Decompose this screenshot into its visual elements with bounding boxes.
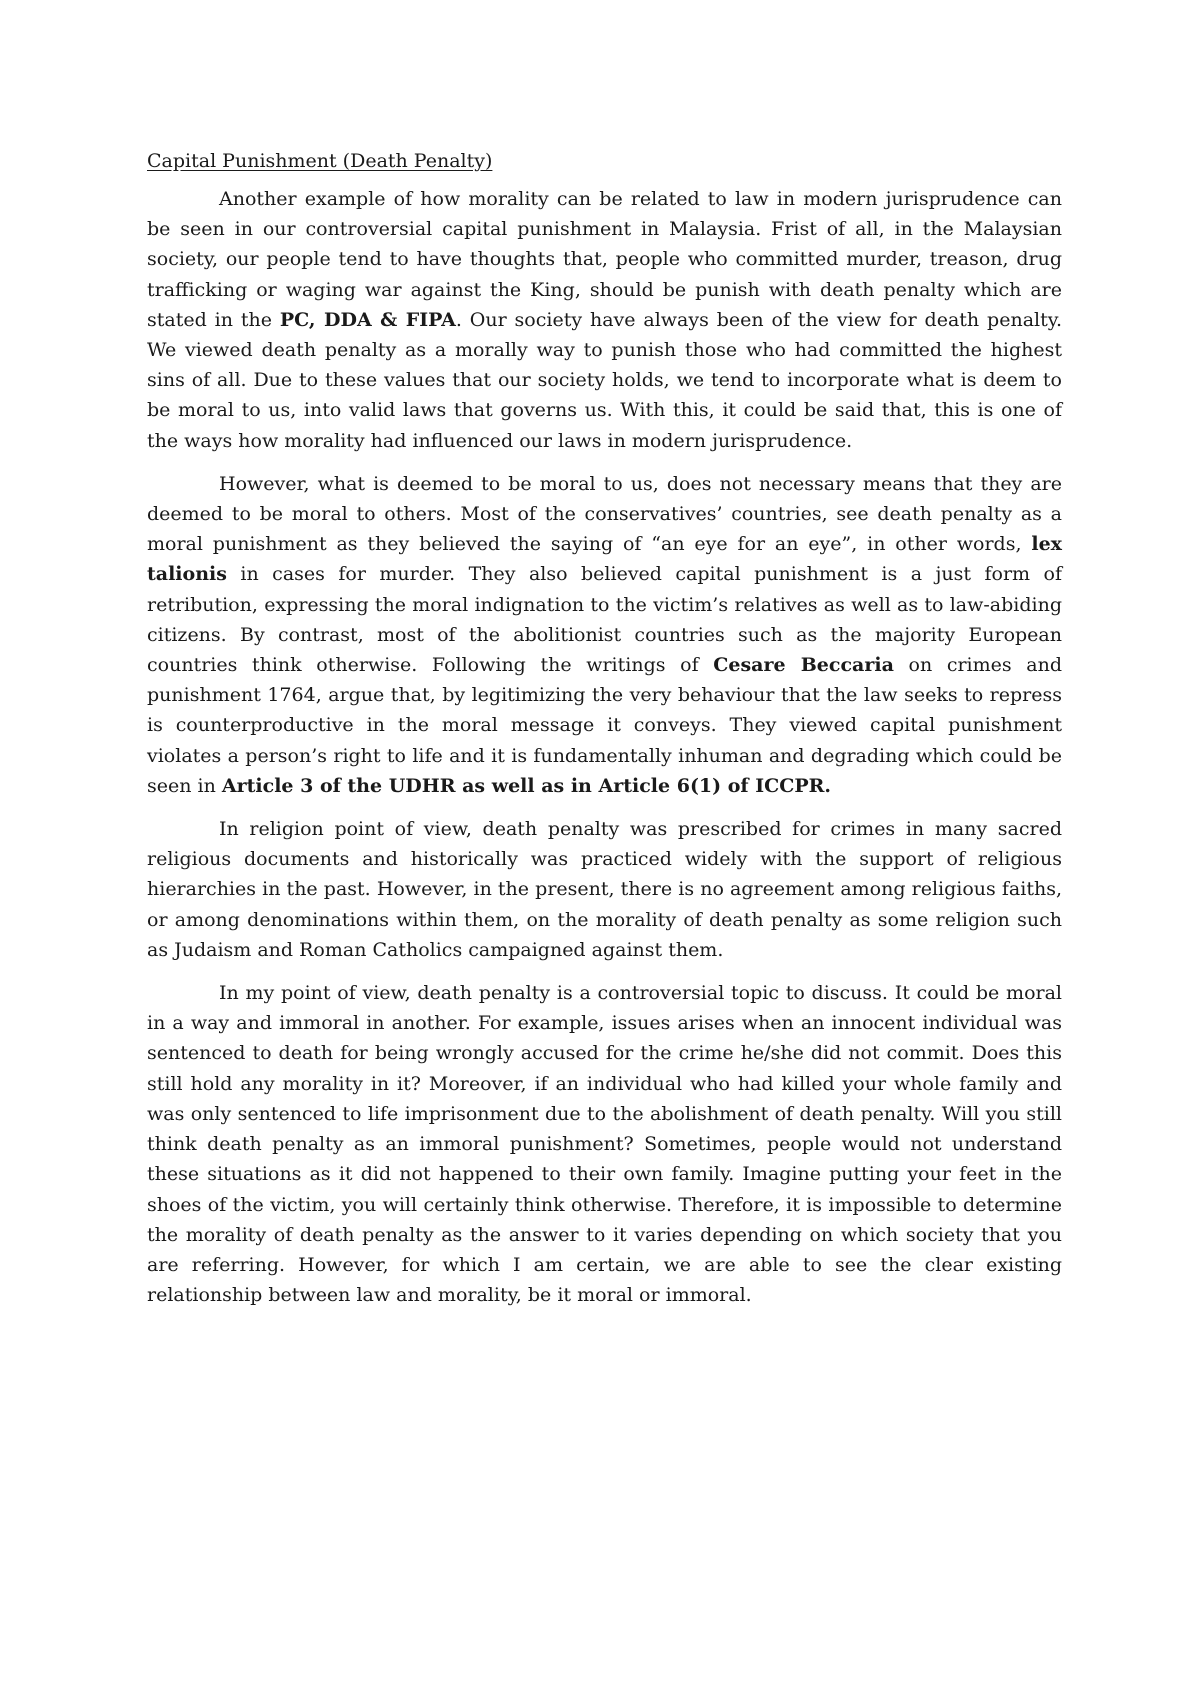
paragraph-text: In religion point of view, death penalty was prescribed for crimes in many sacred religious documents and historically was practiced widely with the support of religious hierarchies in the past. However, in the present, there is no agreement among religious faiths, or among denominations within them, on the morality of death penalty as some religion such as Judaism and Roman Catholics campaigned against them.	[147, 818, 1062, 961]
paragraph-religion	[147, 814, 1062, 965]
paragraph-personal-view	[147, 978, 1062, 1310]
emphasis-text: Cesare Beccaria	[713, 654, 894, 677]
paragraph-conservatives-abolitionists	[147, 469, 1062, 801]
paragraph-text: However, what is deemed to be moral to us, does not necessary means that they are deemed to be moral to others. Most of the conservatives’ countries, see death penalty as a moral punishment as they believed the saying of “an eye for an eye”, in other words,	[147, 472, 1062, 556]
paragraph-text: on crimes and punishment 1764, argue that, by legitimizing the very behaviour that the law seeks to repress is counterproductive in the moral message it conveys. They viewed capital punishment violates a person’s right to life and it is fundamentally inhuman and degrading which could be seen in	[147, 654, 1062, 797]
paragraph-text: Another example of how morality can be related to law in modern jurisprudence can be seen in our controversial capital punishment in Malaysia. Frist of all, in the Malaysian society, our people tend to have thoughts that, people who committed murder, treason, drug trafficking or waging war against the King, should be punish with death penalty which are stated in the	[147, 188, 1062, 331]
page-title: Capital Punishment (Death Penalty)	[147, 150, 493, 172]
document-page	[147, 146, 1062, 1323]
paragraph-text: In my point of view, death penalty is a controversial topic to discuss. It could be moral in a way and immoral in another. For example, issues arises when an innocent individual was sentenced to death for being wrongly accused for the crime he/she did not commit. Does this still hold any morality in it? Moreover, if an individual who had killed your whole family and was only sentenced to life imprisonment due to the abolishment of death penalty. Will you still think death penalty as an immoral punishment? Sometimes, people would not understand these situations as it did not happened to their own family. Imagine putting your feet in the shoes of the victim, you will certainly think otherwise. Therefore, it is impossible to determine the morality of death penalty as the answer to it varies depending on which society that you are referring. However, for which I am certain, we are able to see the clear existing relationship between law and morality, be it moral or immoral.	[147, 982, 1062, 1307]
paragraph-morality-law	[147, 184, 1062, 456]
emphasis-text: Article 3 of the UDHR as well as in Article 6(1) of ICCPR.	[221, 774, 832, 797]
emphasis-text: lex talionis	[147, 533, 1062, 586]
paragraph-text: in cases for murder. They also believed capital punishment is a just form of retribution, expressing the moral indignation to the victim’s relatives as well as to law-abiding citizens. By contrast, most of the abolitionist countries such as the majority European countries think otherwise. Following the writings of	[147, 563, 1062, 677]
emphasis-text: PC, DDA & FIPA	[279, 308, 456, 331]
paragraph-text: . Our society have always been of the view for death penalty. We viewed death penalty as a morally way to punish those who had committed the highest sins of all. Due to these values that our society holds, we tend to incorporate what is deem to be moral to us, into valid laws that governs us. With this, it could be said that, this is one of the ways how morality had influenced our laws in modern jurisprudence.	[147, 308, 1062, 452]
